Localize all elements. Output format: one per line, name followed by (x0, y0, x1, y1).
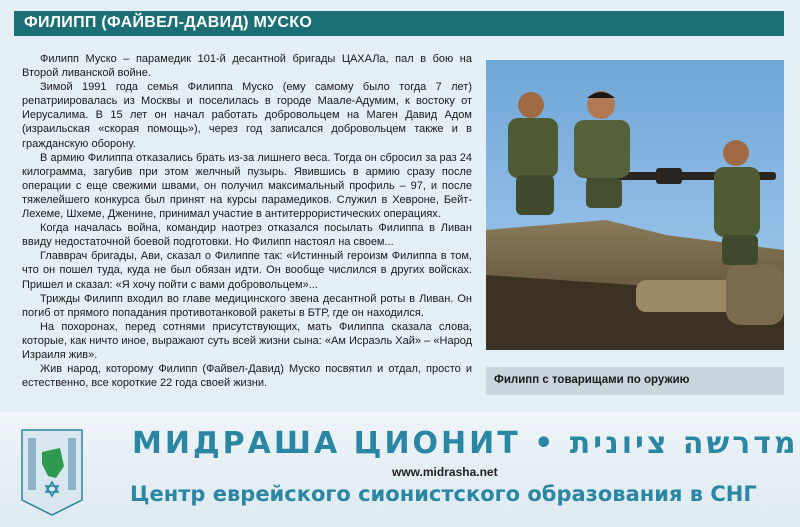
article-paragraph-7: На похоронах, перед сотнями присутствующих, мать Филиппа сказала слова, которые, как ничто иное, выражают суть всей жизни сына: «Ам Исраэль Хай» – «Народ Израиля жив». (22, 320, 472, 361)
banner-title: МИДРАША ЦИОНИТ • מדרשה ציונית (132, 426, 799, 461)
article-paragraph-5: Главврач бригады, Ави, сказал о Филиппе так: «Истинный героизм Филиппа в том, что он пошел туда, куда не был обязан идти. Он вообще числился в других войсках. Пришел и сказал: «Я хочу пойти с вами добровольцем»... (22, 250, 472, 291)
article-text (22, 52, 472, 390)
photo-caption-text: Филипп с товарищами по оружию (494, 374, 690, 386)
soldiers-photo (486, 60, 784, 350)
article-paragraph-4: Когда началась война, командир наотрез отказался посылать Филиппа в Ливан ввиду недостаточной боевой подготовки. Но Филипп настоял на своем... (22, 222, 472, 249)
footer-banner (0, 412, 800, 527)
banner-subtitle: Центр еврейского сионистского образования в СНГ (130, 482, 757, 506)
article-paragraph-6: Трижды Филипп входил во главе медицинского звена десантной роты в Ливан. Он погиб от прямого попадания противотанковой ракеты в БТР, где он находился. (22, 292, 472, 319)
article-paragraph-8: Жив народ, которому Филипп (Файвел-Давид) Муско посвятил и отдал, просто и естественно, все короткие 22 года своей жизни. (22, 363, 472, 390)
website-link[interactable]: www.midrasha.net (392, 465, 498, 479)
soldiers-photo-illustration (486, 60, 784, 350)
article-paragraph-1: Филипп Муско – парамедик 101-й десантной бригады ЦАХАЛа, пал в бою на Второй ливанской войне. (22, 53, 472, 80)
photo-caption (486, 367, 784, 395)
article-paragraph-3: В армию Филиппа отказались брать из-за лишнего веса. Тогда он сбросил за раз 24 килограмма, загубив при этом желчный пузырь. Явившись в армию сразу после операции с еще свежими швами, он получил максимальный профиль – 97, и после тяжелейшего конкурса был принят на курсы парамедиков. Служил в Хевроне, Бейт-Лехеме, Шхеме, Дженине, принимал участие в антитеррористических операциях. (22, 151, 472, 221)
article-paragraph-2: Зимой 1991 года семья Филиппа Муско (ему самому было тогда 7 лет) репатриировалась из Москвы и поселилась в городе Маале-Адумим, к востоку от Иерусалима. В 15 лет он начал работать добровольцем на Маген Давид Адом (израильская «скорая помощь»), через год записался добровольцем также и в гражданскую оборону. (22, 81, 472, 150)
midrasha-logo-icon (12, 420, 92, 520)
midrasha-logo (12, 420, 92, 520)
title-bar (14, 11, 784, 36)
page-title: ФИЛИПП (ФАЙВЕЛ-ДАВИД) МУСКО (24, 14, 313, 31)
